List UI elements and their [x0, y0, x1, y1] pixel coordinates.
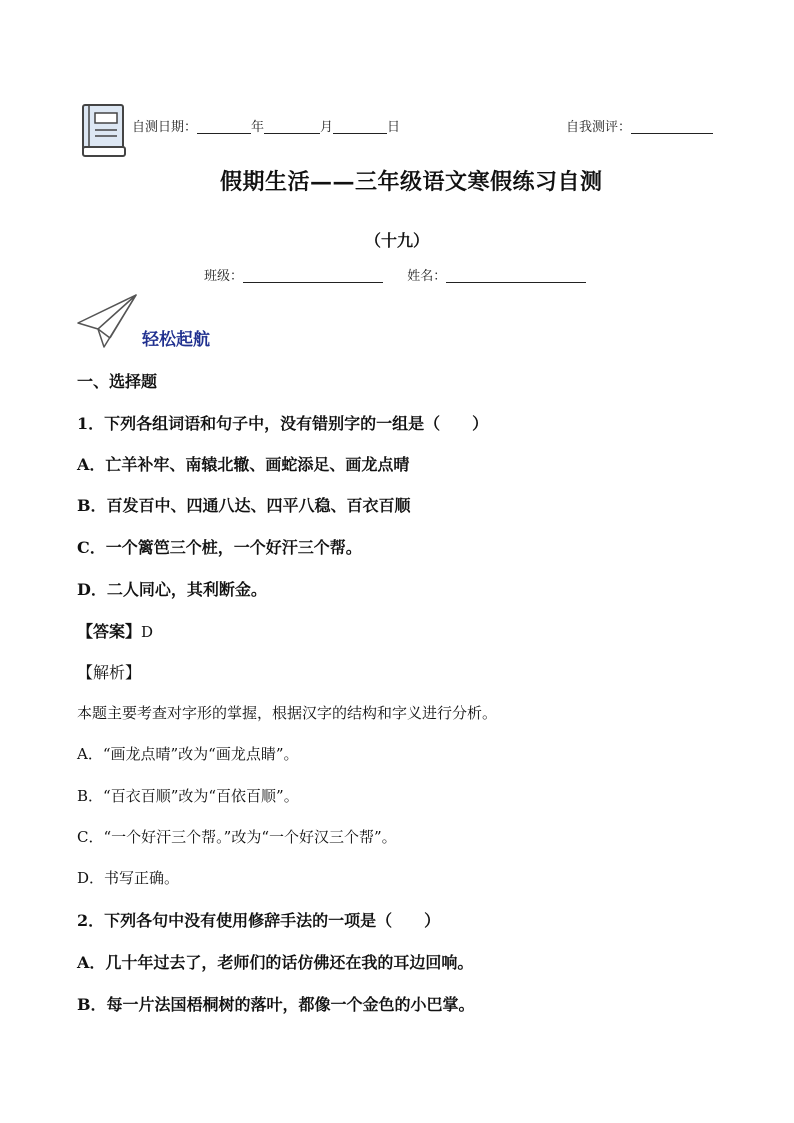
q2-stem: 2．下列各句中没有使用修辞手法的一项是（ ）	[77, 911, 441, 930]
year-blank[interactable]	[197, 119, 251, 134]
analysis-text: 本题主要考查对字形的掌握，根据汉字的结构和字义进行分析。	[77, 704, 498, 722]
name-blank[interactable]	[446, 268, 586, 283]
q2-option-a: A．几十年过去了，老师们的话仿佛还在我的耳边回响。	[77, 953, 474, 972]
name-label: 姓名：	[407, 269, 447, 284]
q1-option-d: D．二人同心，其利断金。	[77, 580, 267, 599]
eval-label: 自我测评：	[566, 120, 632, 135]
day-label: 日	[387, 120, 401, 135]
year-label: 年	[251, 120, 265, 135]
analysis-label: 【解析】	[77, 663, 142, 682]
q1-option-a: A．亡羊补牢、南辕北辙、画蛇添足、画龙点晴	[77, 455, 410, 474]
q1-answer	[77, 619, 153, 642]
analysis-c: C．“一个好汗三个帮。”改为“一个好汉三个帮”。	[77, 828, 397, 846]
page-subtitle: （十九）	[364, 231, 429, 250]
eval-blank[interactable]	[631, 119, 713, 134]
q1-option-b: B．百发百中、四通八达、四平八稳、百衣百顺	[77, 496, 411, 515]
answer-label: 【答案】	[77, 622, 142, 641]
self-test-date	[132, 116, 400, 135]
part-heading: 一、选择题	[77, 372, 158, 391]
page-title: 假期生活——三年级语文寒假练习自测	[220, 169, 603, 195]
student-info	[204, 265, 586, 284]
q1-option-c: C．一个篱笆三个桩，一个好汗三个帮。	[77, 538, 362, 557]
answer-value: D	[141, 623, 154, 641]
analysis-d: D．书写正确。	[77, 869, 180, 887]
self-evaluation	[566, 116, 713, 135]
analysis-a: A．“画龙点晴”改为“画龙点睛”。	[77, 745, 299, 763]
class-blank[interactable]	[243, 268, 383, 283]
month-blank[interactable]	[264, 119, 320, 134]
q2-option-b: B．每一片法国梧桐树的落叶，都像一个金色的小巴掌。	[77, 995, 475, 1014]
month-label: 月	[320, 120, 334, 135]
section-label: 轻松起航	[142, 330, 210, 350]
analysis-b: B．“百衣百顺”改为“百依百顺”。	[77, 787, 299, 805]
q1-stem: 1．下列各组词语和句子中，没有错别字的一组是（ ）	[77, 414, 489, 433]
paper-plane-icon	[74, 292, 140, 350]
date-label: 自测日期：	[132, 120, 198, 135]
class-label: 班级：	[204, 269, 244, 284]
book-icon	[80, 103, 128, 159]
day-blank[interactable]	[333, 119, 387, 134]
